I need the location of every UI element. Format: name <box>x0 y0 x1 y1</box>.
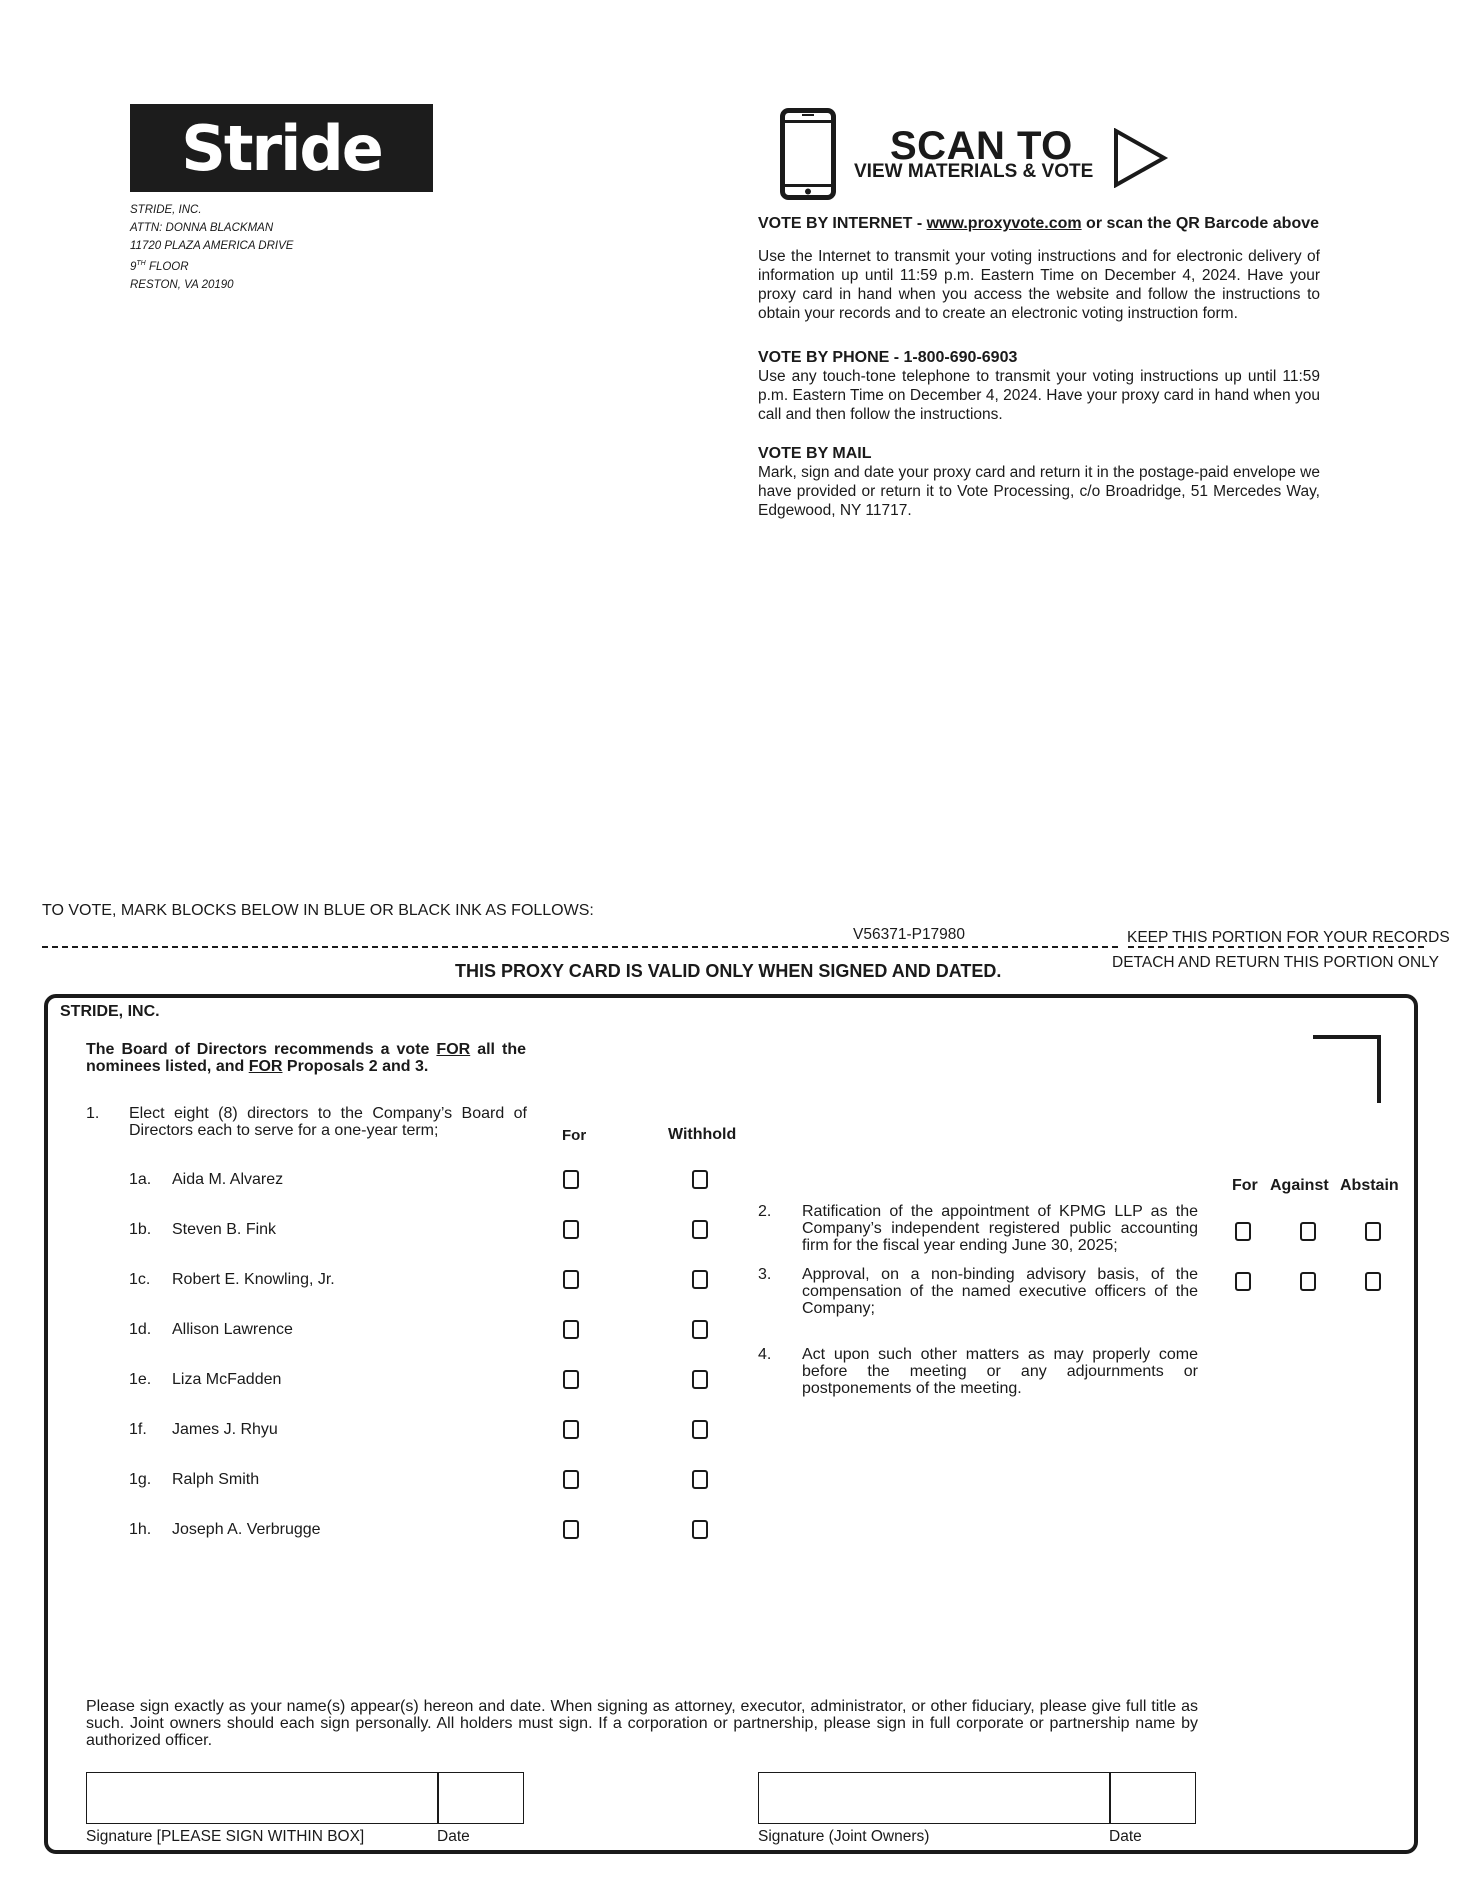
proposal-2-text: Ratification of the appointment of KPMG LLP as the Company’s independent registered public accounting firm for the fiscal year ending June 30, 2025; <box>802 1203 1198 1254</box>
date-label: Date <box>437 1828 470 1845</box>
control-number: V56371-P17980 <box>853 926 966 943</box>
col-withhold-header: Withhold <box>668 1126 737 1143</box>
col-for-header: For <box>1232 1177 1258 1194</box>
proposal-2-against-checkbox[interactable] <box>1300 1222 1316 1241</box>
nominee-number: 1f. <box>129 1421 147 1438</box>
nominee-name: Robert E. Knowling, Jr. <box>172 1271 335 1288</box>
nominee-withhold-checkbox[interactable] <box>692 1370 708 1389</box>
logo-text: Stride <box>181 111 382 185</box>
vote-phone-heading: VOTE BY PHONE - 1-800-690-6903 <box>758 349 1018 366</box>
signature-box[interactable] <box>86 1772 439 1824</box>
vote-phone-section <box>758 348 1320 424</box>
joint-date-label: Date <box>1109 1828 1142 1845</box>
corner-registration-mark <box>1313 1035 1381 1103</box>
nominee-withhold-checkbox[interactable] <box>692 1170 708 1189</box>
board-recommendation: The Board of Directors recommends a vote FOR all the nominees listed, and FOR Proposals 2 and 3. <box>86 1041 526 1075</box>
nominee-number: 1g. <box>129 1471 152 1488</box>
nominee-name: James J. Rhyu <box>172 1421 278 1438</box>
signature-label: Signature [PLEASE SIGN WITHIN BOX] <box>86 1828 365 1845</box>
nominee-withhold-checkbox[interactable] <box>692 1520 708 1539</box>
address-line: 11720 PLAZA AMERICA DRIVE <box>130 240 294 252</box>
vote-mail-section <box>758 444 1320 520</box>
proposal-3-text: Approval, on a non-binding advisory basis, of the compensation of the named executive officers of the Company; <box>802 1266 1198 1317</box>
proposal-3-number: 3. <box>758 1266 772 1283</box>
nominee-name: Steven B. Fink <box>172 1221 277 1238</box>
detach-line <box>42 946 1118 948</box>
proposal-2-number: 2. <box>758 1203 772 1220</box>
address-line: STRIDE, INC. <box>130 204 202 216</box>
nominee-number: 1d. <box>129 1321 152 1338</box>
nominee-number: 1b. <box>129 1221 152 1238</box>
item1-number: 1. <box>86 1105 100 1122</box>
nominee-name: Allison Lawrence <box>172 1321 293 1338</box>
address-line: 9TH FLOOR <box>130 260 189 273</box>
proposal-2-for-checkbox[interactable] <box>1235 1222 1251 1241</box>
vote-internet-heading: VOTE BY INTERNET - www.proxyvote.com or scan the QR Barcode above <box>758 215 1320 232</box>
nominee-number: 1a. <box>129 1171 152 1188</box>
ink-instructions: TO VOTE, MARK BLOCKS BELOW IN BLUE OR BLACK INK AS FOLLOWS: <box>42 902 594 919</box>
proposal-3-abstain-checkbox[interactable] <box>1365 1272 1381 1291</box>
nominee-withhold-checkbox[interactable] <box>692 1470 708 1489</box>
joint-signature-label: Signature (Joint Owners) <box>758 1828 930 1845</box>
nominee-for-checkbox[interactable] <box>563 1170 579 1189</box>
nominee-name: Ralph Smith <box>172 1471 260 1488</box>
nominee-for-checkbox[interactable] <box>563 1370 579 1389</box>
col-abstain-header: Abstain <box>1340 1177 1399 1194</box>
valid-notice: THIS PROXY CARD IS VALID ONLY WHEN SIGNED AND DATED. <box>455 961 1002 981</box>
nominee-withhold-checkbox[interactable] <box>692 1420 708 1439</box>
nominee-withhold-checkbox[interactable] <box>692 1320 708 1339</box>
scan-title: SCAN TO <box>890 124 1073 168</box>
proposal-2-abstain-checkbox[interactable] <box>1365 1222 1381 1241</box>
nominee-for-checkbox[interactable] <box>563 1470 579 1489</box>
nominee-withhold-checkbox[interactable] <box>692 1220 708 1239</box>
vote-mail-heading: VOTE BY MAIL <box>758 445 872 462</box>
vote-phone-body: Use any touch-tone telephone to transmit your voting instructions up until 11:59 p.m. Eastern Time on December 4, 2024. Have your proxy card in hand when you call and then follow the instructions. <box>758 368 1320 423</box>
col-against-header: Against <box>1270 1177 1329 1194</box>
nominee-for-checkbox[interactable] <box>563 1420 579 1439</box>
joint-date-box[interactable] <box>1109 1772 1196 1824</box>
nominee-name: Joseph A. Verbrugge <box>172 1521 321 1538</box>
nominee-for-checkbox[interactable] <box>563 1220 579 1239</box>
address-line: ATTN: DONNA BLACKMAN <box>130 222 274 234</box>
col-for-header: For <box>562 1127 587 1144</box>
nominee-name: Liza McFadden <box>172 1371 282 1388</box>
signing-instructions: Please sign exactly as your name(s) appear(s) hereon and date. When signing as attorney, executor, administrator, or other fiduciary, please give full title as such. Joint owners should each sign personally. All holders must sign. If a corporation or partnership, please sign in full corporate or partnership name by authorized officer. <box>86 1698 1198 1749</box>
proxyvote-link[interactable]: www.proxyvote.com <box>926 215 1082 232</box>
nominee-number: 1h. <box>129 1521 152 1538</box>
proposal-4-number: 4. <box>758 1346 772 1363</box>
card-company-name: STRIDE, INC. <box>60 1003 160 1020</box>
proposal-3-for-checkbox[interactable] <box>1235 1272 1251 1291</box>
proposal-3-against-checkbox[interactable] <box>1300 1272 1316 1291</box>
company-logo <box>130 104 433 192</box>
keep-portion-label: KEEP THIS PORTION FOR YOUR RECORDS <box>1127 929 1450 946</box>
scan-subtitle: VIEW MATERIALS & VOTE <box>854 161 1094 182</box>
nominee-for-checkbox[interactable] <box>563 1320 579 1339</box>
nominee-for-checkbox[interactable] <box>563 1520 579 1539</box>
play-arrow-icon <box>1113 128 1169 188</box>
nominee-withhold-checkbox[interactable] <box>692 1270 708 1289</box>
vote-mail-body: Mark, sign and date your proxy card and return it in the postage-paid envelope we have provided or return it to Vote Processing, c/o Broadridge, 51 Mercedes Way, Edgewood, NY 11717. <box>758 464 1320 519</box>
nominee-number: 1e. <box>129 1371 152 1388</box>
nominee-number: 1c. <box>129 1271 151 1288</box>
address-line: RESTON, VA 20190 <box>130 278 234 291</box>
date-box[interactable] <box>437 1772 524 1824</box>
proposal-4-text: Act upon such other matters as may properly come before the meeting or any adjournments or postponements of the meeting. <box>802 1346 1198 1397</box>
item1-text: Elect eight (8) directors to the Company’s Board of Directors each to serve for a one-year term; <box>129 1105 527 1139</box>
nominee-name: Aida M. Alvarez <box>172 1171 284 1188</box>
vote-internet-body: Use the Internet to transmit your voting instructions and for electronic delivery of information up until 11:59 p.m. Eastern Time on December 4, 2024. Have your proxy card in hand when you access the website and follow the instructions to obtain your records and to create an electronic voting instruction form. <box>758 248 1320 322</box>
detach-portion-label: DETACH AND RETURN THIS PORTION ONLY <box>1112 954 1439 971</box>
joint-signature-box[interactable] <box>758 1772 1111 1824</box>
vote-internet-section <box>758 214 1320 323</box>
mailing-address <box>130 201 293 294</box>
smartphone-icon <box>780 108 836 200</box>
nominee-for-checkbox[interactable] <box>563 1270 579 1289</box>
